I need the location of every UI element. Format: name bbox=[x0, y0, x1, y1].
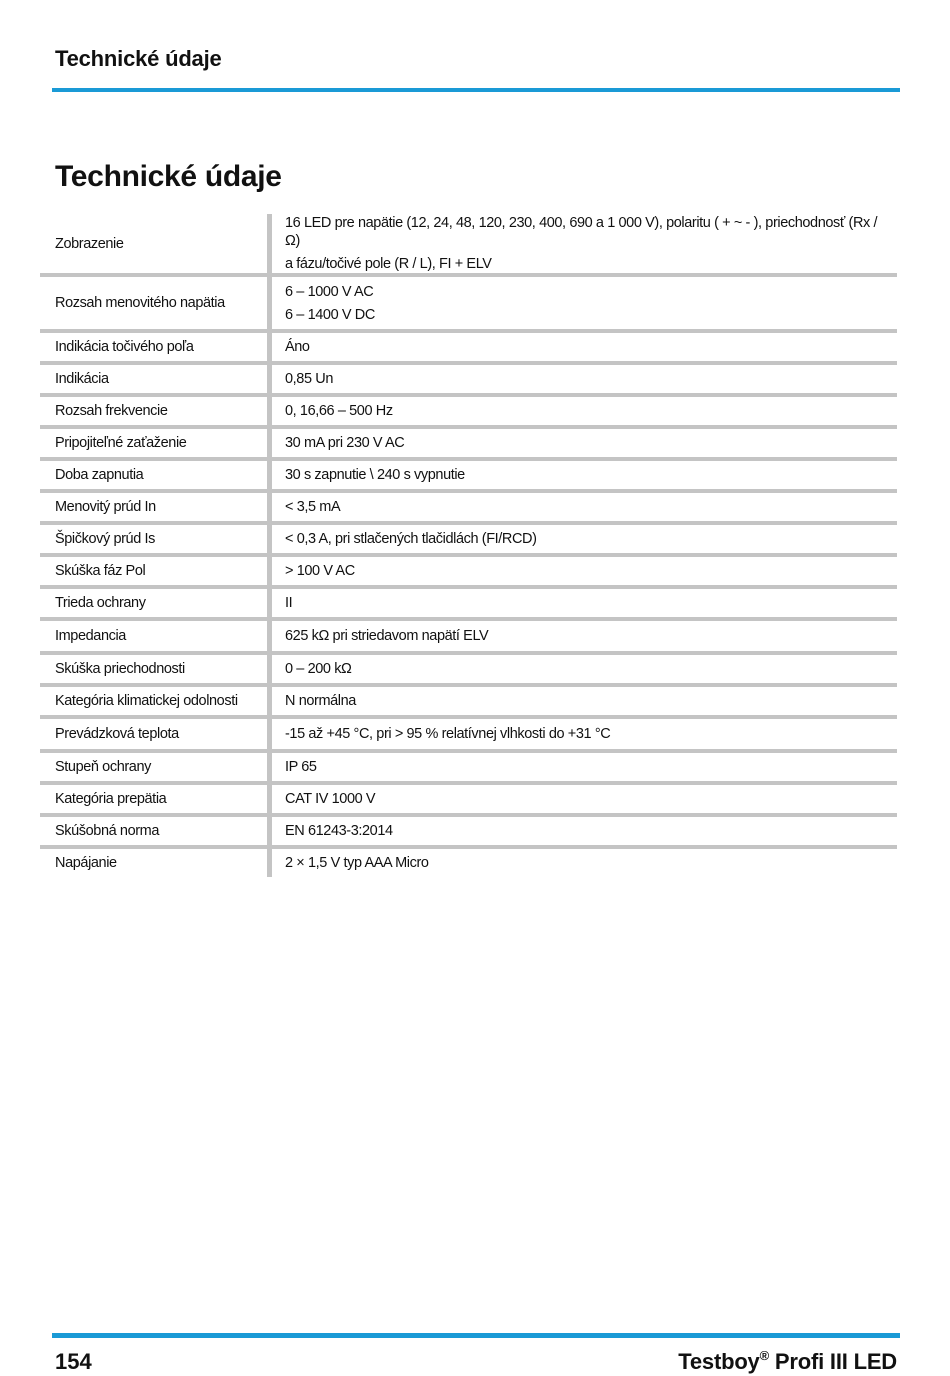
spec-value bbox=[270, 587, 898, 619]
spec-value bbox=[270, 653, 898, 685]
spec-value bbox=[270, 751, 898, 783]
spec-label: Stupeň ochrany bbox=[40, 751, 270, 783]
spec-value-line: II bbox=[285, 595, 293, 611]
spec-value-line: 6 – 1000 V AC bbox=[285, 283, 374, 300]
spec-value bbox=[270, 685, 898, 717]
spec-value bbox=[270, 491, 898, 523]
spec-row bbox=[40, 619, 897, 653]
spec-label: Kategória prepätia bbox=[40, 783, 270, 815]
spec-value-line: 625 kΩ pri striedavom napätí ELV bbox=[285, 628, 489, 644]
spec-value-line: < 0,3 A, pri stlačených tlačidlách (FI/RCD) bbox=[285, 531, 537, 547]
spec-label: Menovitý prúd In bbox=[40, 491, 270, 523]
spec-label: Rozsah menovitého napätia bbox=[40, 275, 270, 331]
spec-value bbox=[270, 815, 898, 847]
product-name bbox=[678, 1349, 897, 1375]
spec-value-line: 6 – 1400 V DC bbox=[285, 306, 375, 323]
spec-value-line: > 100 V AC bbox=[285, 563, 355, 579]
spec-row bbox=[40, 751, 897, 783]
spec-row bbox=[40, 717, 897, 751]
spec-value bbox=[270, 395, 898, 427]
spec-label: Indikácia bbox=[40, 363, 270, 395]
spec-value-line: 0 – 200 kΩ bbox=[285, 661, 352, 677]
spec-row bbox=[40, 653, 897, 685]
footer-divider bbox=[52, 1333, 900, 1338]
spec-value bbox=[270, 783, 898, 815]
spec-value-line: -15 až +45 °C, pri > 95 % relatívnej vlhkosti do +31 °C bbox=[285, 726, 611, 742]
spec-label: Skúška priechodnosti bbox=[40, 653, 270, 685]
spec-row bbox=[40, 331, 897, 363]
page-title: Technické údaje bbox=[55, 160, 282, 193]
spec-row bbox=[40, 214, 897, 275]
spec-row bbox=[40, 847, 897, 877]
spec-label: Špičkový prúd Is bbox=[40, 523, 270, 555]
spec-row bbox=[40, 363, 897, 395]
spec-value bbox=[270, 619, 898, 653]
spec-value bbox=[270, 363, 898, 395]
spec-row bbox=[40, 459, 897, 491]
spec-row bbox=[40, 491, 897, 523]
spec-table-body bbox=[40, 214, 897, 877]
product-model: Profi III LED bbox=[769, 1349, 897, 1374]
header-divider bbox=[52, 88, 900, 92]
spec-value-line: 0, 16,66 – 500 Hz bbox=[285, 403, 393, 419]
spec-label: Skúšobná norma bbox=[40, 815, 270, 847]
spec-label: Indikácia točivého poľa bbox=[40, 331, 270, 363]
spec-row bbox=[40, 783, 897, 815]
spec-value bbox=[270, 847, 898, 877]
spec-value-line: 0,85 Un bbox=[285, 371, 333, 387]
spec-label: Doba zapnutia bbox=[40, 459, 270, 491]
spec-value-line: 30 s zapnutie \ 240 s vypnutie bbox=[285, 467, 465, 483]
spec-label: Kategória klimatickej odolnosti bbox=[40, 685, 270, 717]
spec-value-line: 2 × 1,5 V typ AAA Micro bbox=[285, 855, 429, 871]
spec-value bbox=[270, 427, 898, 459]
spec-label: Napájanie bbox=[40, 847, 270, 877]
spec-label: Rozsah frekvencie bbox=[40, 395, 270, 427]
spec-label: Impedancia bbox=[40, 619, 270, 653]
spec-row bbox=[40, 587, 897, 619]
spec-value-line: a fázu/točivé pole (R / L), FI + ELV bbox=[285, 256, 492, 272]
spec-label: Pripojiteľné zaťaženie bbox=[40, 427, 270, 459]
header-title: Technické údaje bbox=[55, 46, 222, 71]
spec-row bbox=[40, 815, 897, 847]
spec-value-line: < 3,5 mA bbox=[285, 499, 341, 515]
spec-value-line: IP 65 bbox=[285, 759, 317, 775]
spec-label: Trieda ochrany bbox=[40, 587, 270, 619]
spec-value-line: Áno bbox=[285, 339, 310, 355]
spec-value bbox=[270, 214, 898, 275]
spec-table bbox=[40, 214, 897, 877]
spec-value-line: 30 mA pri 230 V AC bbox=[285, 435, 405, 451]
spec-value bbox=[270, 717, 898, 751]
spec-value-line: N normálna bbox=[285, 693, 356, 709]
registered-mark: ® bbox=[759, 1348, 769, 1363]
spec-value bbox=[270, 275, 898, 331]
spec-row bbox=[40, 523, 897, 555]
spec-label: Skúška fáz Pol bbox=[40, 555, 270, 587]
spec-value bbox=[270, 331, 898, 363]
page-number: 154 bbox=[55, 1349, 92, 1374]
product-brand: Testboy bbox=[678, 1349, 760, 1374]
spec-value-line: 16 LED pre napätie (12, 24, 48, 120, 230, 400, 690 a 1 000 V), polaritu ( + ~ - ), priechodnosť (Rx /Ω) bbox=[285, 215, 878, 249]
spec-row bbox=[40, 275, 897, 331]
spec-row bbox=[40, 685, 897, 717]
spec-value bbox=[270, 523, 898, 555]
spec-label: Zobrazenie bbox=[40, 214, 270, 275]
spec-value-line: CAT IV 1000 V bbox=[285, 791, 376, 807]
spec-value bbox=[270, 459, 898, 491]
spec-value-line: EN 61243-3:2014 bbox=[285, 823, 393, 839]
spec-row bbox=[40, 395, 897, 427]
spec-label: Prevádzková teplota bbox=[40, 717, 270, 751]
spec-value bbox=[270, 555, 898, 587]
spec-row bbox=[40, 555, 897, 587]
spec-row bbox=[40, 427, 897, 459]
